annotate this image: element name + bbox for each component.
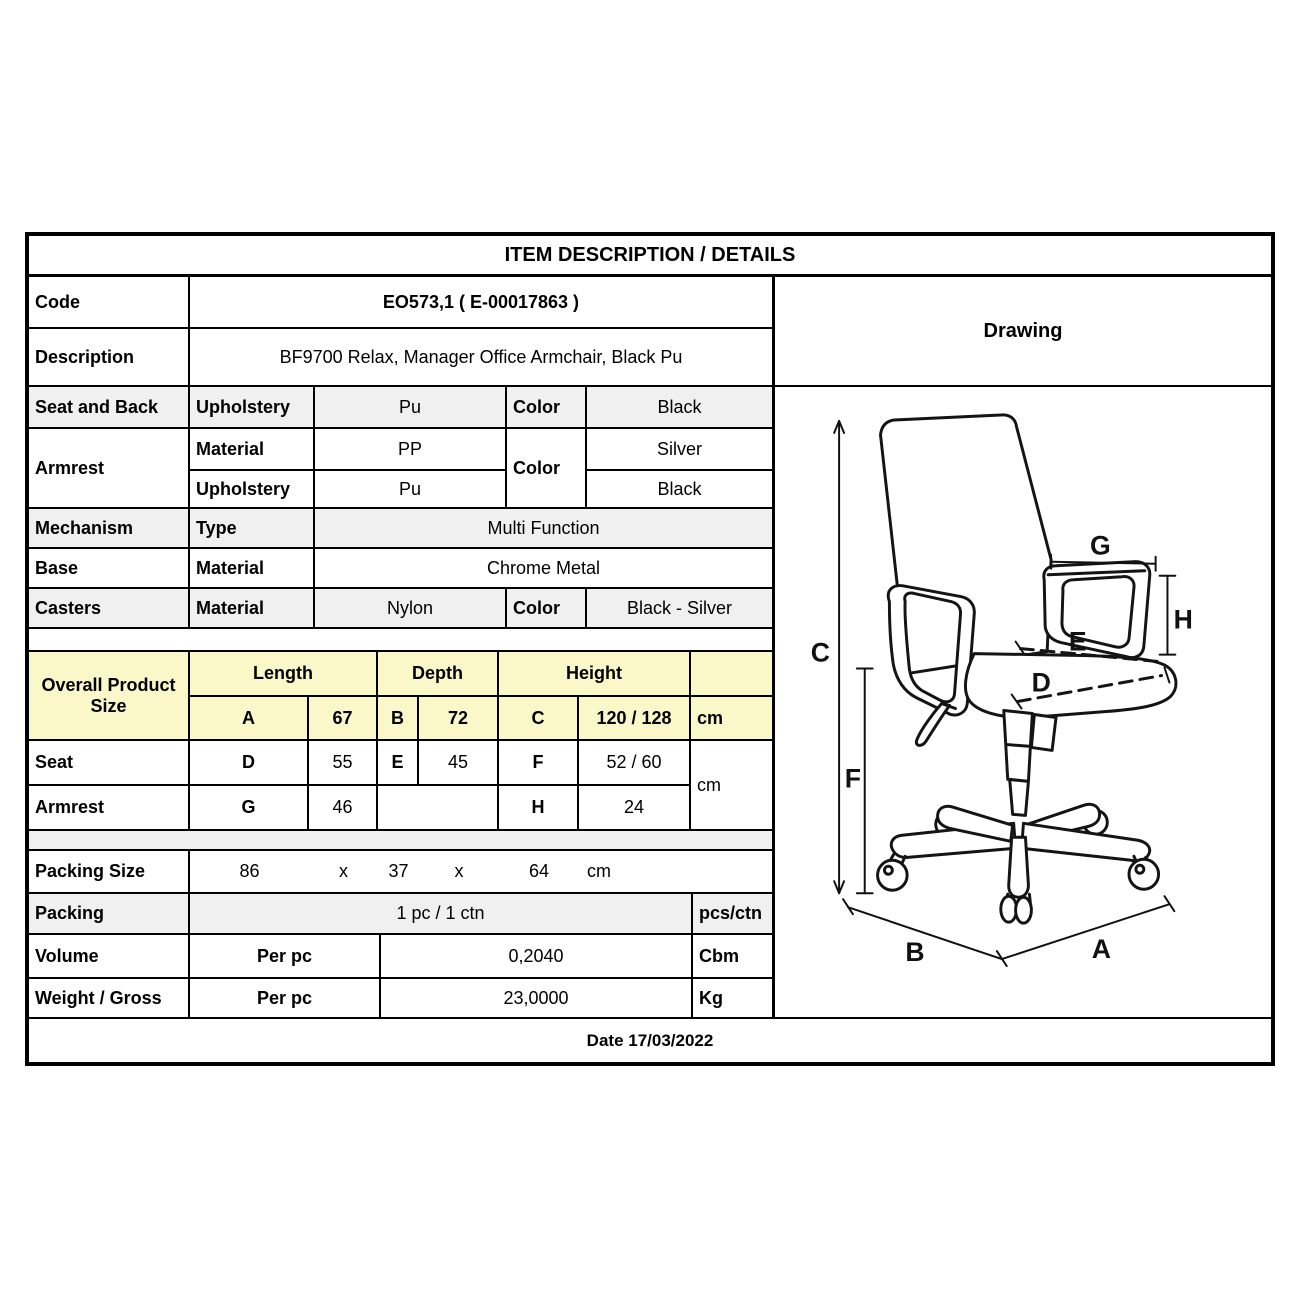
seat-back-color-value: Black — [587, 387, 772, 429]
dim-e-key: E — [378, 741, 419, 786]
dim-label-g: G — [1090, 530, 1111, 561]
casters-attr: Material — [190, 589, 315, 629]
dim-e-value: 45 — [419, 741, 499, 786]
drawing-title: Drawing — [775, 277, 1271, 387]
weight-unit: Kg — [699, 987, 723, 1008]
code-description-section — [29, 277, 772, 387]
dim-h-key: H — [499, 786, 579, 831]
caster-left-wheel — [878, 860, 908, 890]
dim-d-key: D — [190, 741, 309, 786]
pack-x-2: x — [454, 861, 464, 881]
weight-label: Weight / Gross — [29, 979, 190, 1017]
dim-label-e: E — [1068, 626, 1087, 657]
dim-label-a: A — [1091, 933, 1112, 965]
armrest-size-label: Armrest — [29, 786, 190, 831]
seat-back-value: Pu — [315, 387, 507, 429]
depth-header: Depth — [378, 652, 499, 697]
dim-label-d: D — [1031, 667, 1051, 698]
chair-armrest-right — [1044, 562, 1150, 658]
seat-armrest-unit: cm — [691, 741, 772, 831]
weight-row — [29, 979, 772, 1017]
dim-label-c: C — [810, 637, 830, 668]
packing-row — [29, 894, 772, 935]
dim-label-h: H — [1173, 604, 1193, 635]
seat-back-attr: Upholstery — [190, 387, 315, 429]
dim-f-value: 52 / 60 — [579, 741, 691, 786]
seat-back-color-label: Color — [507, 387, 587, 429]
seat-size-label: Seat — [29, 741, 190, 786]
armrest-upholstery-value: Pu — [315, 471, 507, 509]
armrest-upholstery-color: Black — [587, 471, 772, 509]
armrest-size-blank — [378, 786, 499, 831]
pack-unit: cm — [587, 861, 611, 881]
packing-label: Packing — [29, 894, 190, 935]
gas-lift — [1004, 710, 1033, 815]
chair-seat — [965, 654, 1175, 718]
description-value-cell: BF9700 Relax, Manager Office Armchair, Black Pu — [190, 329, 772, 387]
volume-label: Volume — [29, 935, 190, 979]
dim-label-b: B — [905, 936, 925, 968]
pack-dim-3: 64 — [528, 861, 550, 881]
pack-blank — [691, 851, 772, 892]
drawing-panel — [775, 277, 1271, 1017]
mechanism-value: Multi Function — [315, 509, 772, 549]
dim-a-key: A — [190, 697, 309, 741]
mechanism-label: Mechanism — [29, 509, 190, 549]
packing-value: 1 pc / 1 ctn — [190, 894, 693, 935]
caster-front-wheel-b — [1016, 897, 1032, 923]
item-description-table — [25, 232, 1275, 1066]
spacer-row-gray — [29, 831, 772, 851]
size-section — [29, 652, 772, 831]
dim-f-key: F — [499, 741, 579, 786]
volume-per: Per pc — [190, 935, 381, 979]
drawing-canvas — [775, 387, 1271, 1017]
mechanism-attr: Type — [190, 509, 315, 549]
base-attr: Material — [190, 549, 315, 589]
armrest-material-value: PP — [315, 429, 507, 471]
dim-b-key: B — [378, 697, 419, 741]
armrest-color-label: Color — [507, 429, 587, 509]
dim-h-value: 24 — [579, 786, 691, 831]
armrest-upholstery-attr: Upholstery — [190, 471, 315, 509]
tilt-lever — [916, 703, 949, 745]
base-value: Chrome Metal — [315, 549, 772, 589]
packing-unit-cell: pcs/ctn — [693, 894, 772, 935]
dim-label-f: F — [844, 763, 862, 794]
size-header-blank — [691, 652, 772, 697]
volume-unit: Cbm — [693, 935, 772, 979]
code-label-cell: Code — [29, 277, 190, 329]
weight-per: Per pc — [190, 979, 381, 1017]
pack-dim-2: 37 — [388, 861, 409, 881]
seat-back-label: Seat and Back — [29, 387, 190, 429]
spacer-row — [29, 629, 772, 652]
dim-g-value: 46 — [309, 786, 378, 831]
dim-g-key: G — [190, 786, 309, 831]
spec-columns — [29, 277, 775, 1017]
caster-right-wheel — [1129, 859, 1159, 889]
casters-color-label: Color — [507, 589, 587, 629]
weight-value: 23,0000 — [381, 979, 693, 1017]
dim-b-value: 72 — [419, 697, 499, 741]
base-label: Base — [29, 549, 190, 589]
dim-c-key: C — [499, 697, 579, 741]
packing-size-row — [29, 851, 772, 894]
sheet-title: ITEM DESCRIPTION / DETAILS — [29, 236, 1271, 277]
pack-x-1: x — [339, 861, 348, 881]
base-leg-front — [1009, 837, 1029, 897]
materials-section — [29, 387, 772, 629]
side-lever — [1031, 714, 1056, 750]
armrest-material-color: Silver — [587, 429, 772, 471]
height-header: Height — [499, 652, 691, 697]
volume-row — [29, 935, 772, 979]
dim-a-value: 67 — [309, 697, 378, 741]
length-header: Length — [190, 652, 378, 697]
packing-size-values — [190, 851, 772, 894]
casters-color-value: Black - Silver — [587, 589, 772, 629]
chair-drawing — [775, 387, 1271, 1017]
pack-dim-1: 86 — [239, 861, 260, 881]
description-label-cell: Description — [29, 329, 190, 387]
casters-value: Nylon — [315, 589, 507, 629]
code-value-cell: EO573,1 ( E-00017863 ) — [190, 277, 772, 329]
packing-size-label: Packing Size — [29, 851, 190, 894]
volume-value: 0,2040 — [381, 935, 693, 979]
armrest-material-attr: Material — [190, 429, 315, 471]
dim-c-value: 120 / 128 — [579, 697, 691, 741]
overall-size-label: Overall Product Size — [29, 652, 190, 741]
armrest-label: Armrest — [29, 429, 190, 509]
overall-unit: cm — [691, 697, 772, 741]
dim-d-value: 55 — [309, 741, 378, 786]
casters-label: Casters — [29, 589, 190, 629]
date-row: Date 17/03/2022 — [29, 1017, 1271, 1062]
